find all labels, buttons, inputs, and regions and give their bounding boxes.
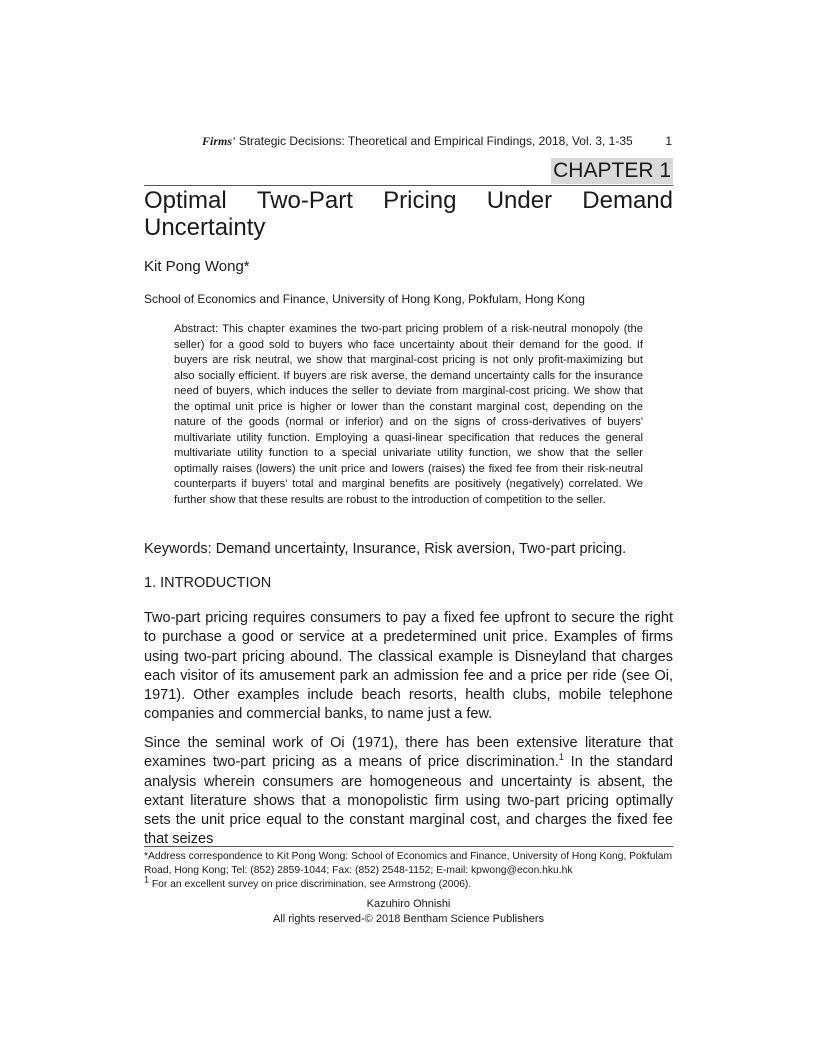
paragraph-text: Since the seminal work of Oi (1971), there has been extensive literature that examines two-part pricing as a means of price discrimination. [144,735,673,771]
correspondence-note: *Address correspondence to Kit Pong Wong: School of Economics and Finance, University of Hong Kong, Pokfulam Road, Hong Kong; Tel: (852) 2859-1044; Fax: (852) 2548-1152; E-mail: kpwong@econ.hku.hk [144,851,673,876]
author: Kit Pong Wong* [144,258,250,275]
title-word: Pricing [383,187,457,214]
journal-name-emphasis: Firms' [202,134,236,148]
footnote-ref-1[interactable]: 1 [558,752,564,763]
abstract: Abstract: This chapter examines the two-part pricing problem of a risk-neutral monopoly (the seller) for a good sold to buyers who face uncertainty about their demand for the good. If buyers are risk neutral, we show that marginal-cost pricing is not only profit-maximizing but also socially efficient. If buyers are risk averse, the demand uncertainty calls for the insurance need of buyers, which induces the seller to deviate from marginal-cost pricing. We show that the optimal unit price is higher or lower than the constant marginal cost, depending on the nature of the goods (normal or inferior) and on the signs of cross-derivatives of buyers' multivariate utility function. Employing a quasi-linear specification that reduces the general multivariate utility function to a special univariate utility function, we show that the seller optimally raises (lowers) the unit price and lowers (raises) the fixed fee from their risk-neutral counterparts if buyers' total and marginal benefits are positively (negatively) correlated. We further show that these results are robust to the introduction of competition to the seller. [174,323,643,506]
journal-citation: Strategic Decisions: Theoretical and Empirical Findings, 2018, Vol. 3, 1-35 [235,134,633,148]
paragraph-text: In the standard analysis wherein consumers are homogeneous and uncertainty is absent, the extant literature shows that a monopolistic firm using two-part pricing optimally sets the unit price equal to the constant marginal cost, and charges the fixed fee that seizes [144,754,673,848]
title-word: Under [486,187,553,214]
section-heading: 1. INTRODUCTION [144,575,272,591]
intro-paragraph-2 [144,734,673,850]
footnote-1-text: For an excellent survey on price discrimination, see Armstrong (2006). [149,879,472,890]
chapter-label: CHAPTER 1 [553,159,671,182]
publisher-block [144,897,673,927]
editor-name: Kazuhiro Ohnishi [366,898,451,910]
footnote-1 [144,874,673,892]
title-word: Demand [582,187,673,214]
keywords: Keywords: Demand uncertainty, Insurance, Risk aversion, Two-part pricing. [144,541,627,557]
footnote-1-mark: 1 [144,874,150,885]
chapter-title [144,187,673,241]
title-line-1 [144,187,673,214]
title-word: Two-Part [256,187,353,214]
intro-paragraph-1: Two-part pricing requires consumers to pay a fixed fee upfront to secure the right to purchase a good or service at a predetermined unit price. Examples of firms using two-part pricing abound. The classical example is Disneyland that charges each visitor of its amusement park an admission fee and a price per ride (see Oi, 1971). Other examples include beach resorts, health clubs, mobile telephone companies and commercial banks, to name just a few. [144,610,673,723]
footnote-divider [144,846,673,847]
title-line-2: Uncertainty [144,214,266,241]
chapter-header [144,158,673,186]
copyright-notice: All rights reserved-© 2018 Bentham Science Publishers [272,913,544,925]
footnotes [144,850,673,892]
title-word: Optimal [144,187,227,214]
page-number: 1 [665,134,672,148]
affiliation: School of Economics and Finance, University of Hong Kong, Pokfulam, Hong Kong [144,292,585,306]
running-head [202,133,672,149]
